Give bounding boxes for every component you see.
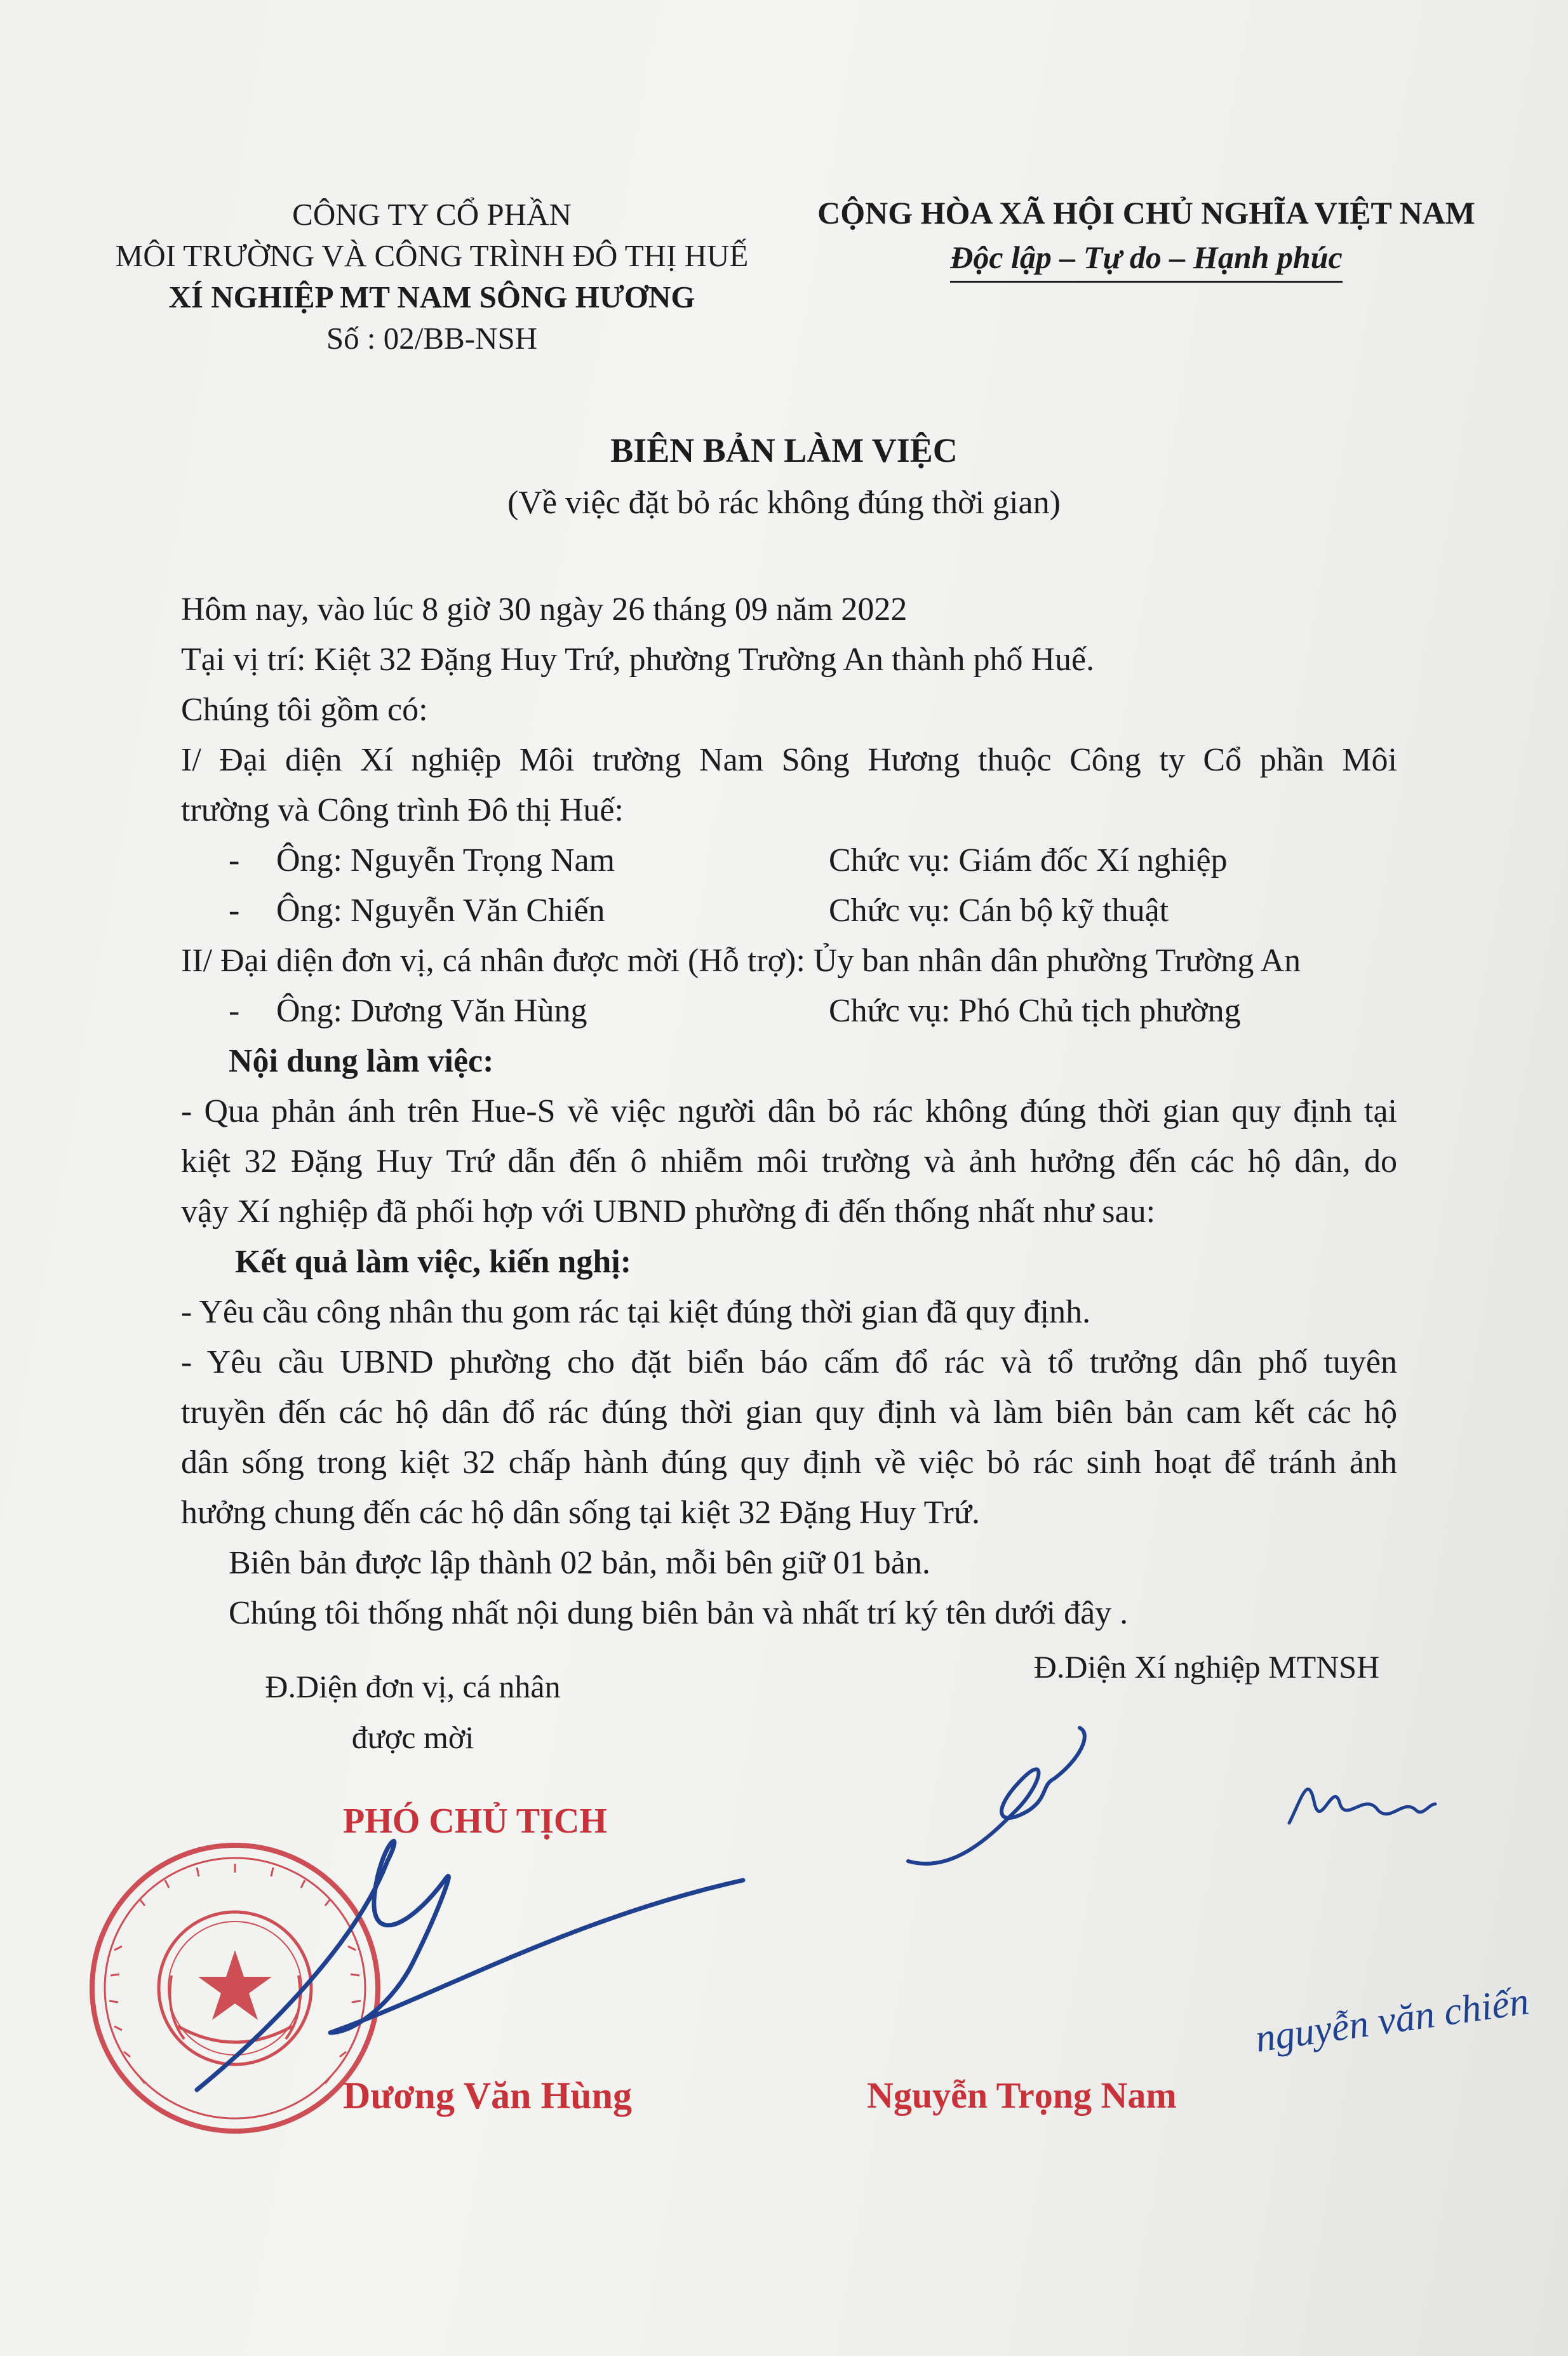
member-dash: - [229,892,240,929]
content-line-2: kiệt 32 Đặng Huy Trứ dẫn đến ô nhiễm môi trường và ảnh hưởng đến các hộ dân, do [181,1143,1397,1180]
enterprise-rep-label: Đ.Diện Xí nghiệp MTNSH [1033,1649,1380,1685]
member-role: Chức vụ: Giám đốc Xí nghiệp [829,842,1228,878]
member-name: Ông: Nguyễn Văn Chiến [276,892,605,929]
date-line: Hôm nay, vào lúc 8 giờ 30 ngày 26 tháng 09 năm 2022 [181,591,908,628]
closing-line-1: Biên bản được lập thành 02 bản, mỗi bên giữ 01 bản. [229,1545,930,1581]
national-motto: Độc lập – Tự do – Hạnh phúc [950,235,1343,283]
result-item-2-line-2: truyền đến các hộ dân đổ rác đúng thời gian quy định và làm biên bản cam kết các hộ [181,1394,1397,1430]
content-line-3: vậy Xí nghiệp đã phối hợp với UBND phường đi đến thống nhất như sau: [181,1194,1156,1230]
document-title: BIÊN BẢN LÀM VIỆC [610,431,958,469]
result-heading: Kết quả làm việc, kiến nghị: [235,1244,632,1280]
signature-right [1289,1789,1435,1823]
member-name: Ông: Dương Văn Hùng [276,993,587,1029]
content-line-1: - Qua phản ánh trên Hue-S về việc người dân bỏ rác không đúng thời gian quy định tại [181,1093,1397,1129]
document-number: Số : 02/BB-NSH [326,321,538,356]
result-item-2-line-4: hưởng chung đến các hộ dân sống tại kiệt 32 Đặng Huy Trứ. [181,1495,981,1531]
section2-heading: II/ Đại diện đơn vị, cá nhân được mời (Hỗ trợ): Ủy ban nhân dân phường Trường An [181,943,1301,979]
member-dash: - [229,842,240,878]
result-item-2-line-3: dân sống trong kiệt 32 chấp hành đúng quy định về việc bỏ rác sinh hoạt để tránh ảnh [181,1444,1397,1481]
members-intro: Chúng tôi gồm có: [181,692,428,728]
signature-middle [908,1728,1085,1864]
invited-party-label-line2: được mời [351,1720,474,1755]
document-subtitle: (Về việc đặt bỏ rác không đúng thời gian) [507,485,1061,521]
section1-heading-line1: I/ Đại diện Xí nghiệp Môi trường Nam Sông Hương thuộc Công ty Cổ phần Môi [181,742,1397,778]
signature-left [197,1841,743,2090]
signer-name-right: Nguyễn Trọng Nam [867,2075,1177,2116]
member-role: Chức vụ: Phó Chủ tịch phường [829,993,1241,1029]
member-role: Chức vụ: Cán bộ kỹ thuật [829,892,1169,929]
country-name: CỘNG HÒA XÃ HỘI CHỦ NGHĨA VIỆT NAM [817,195,1475,231]
closing-line-2: Chúng tôi thống nhất nội dung biên bản và nhất trí ký tên dưới đây . [229,1595,1129,1631]
location-line: Tại vị trí: Kiệt 32 Đặng Huy Trứ, phường Trường An thành phố Huế. [181,642,1095,678]
content-heading: Nội dung làm việc: [229,1043,494,1079]
member-name: Ông: Nguyễn Trọng Nam [276,842,615,878]
enterprise-name: XÍ NGHIỆP MT NAM SÔNG HƯƠNG [168,279,695,314]
signer-title: PHÓ CHỦ TỊCH [343,1801,607,1841]
signer-name-left: Dương Văn Hùng [343,2075,632,2117]
invited-party-label-line1: Đ.Diện đơn vị, cá nhân [265,1669,561,1704]
member-dash: - [229,993,240,1029]
result-item-2-line-1: - Yêu cầu UBND phường cho đặt biển báo cấm đổ rác và tổ trưởng dân phố tuyên [181,1344,1397,1380]
handwritten-name: nguyễn văn chiến [1252,1979,1532,2061]
company-name: MÔI TRƯỜNG VÀ CÔNG TRÌNH ĐÔ THỊ HUẾ [115,238,749,273]
result-item-1: - Yêu cầu công nhân thu gom rác tại kiệt đúng thời gian đã quy định. [181,1294,1091,1330]
company-type: CÔNG TY CỔ PHẦN [292,197,572,232]
section1-heading-line2: trường và Công trình Đô thị Huế: [181,792,624,828]
